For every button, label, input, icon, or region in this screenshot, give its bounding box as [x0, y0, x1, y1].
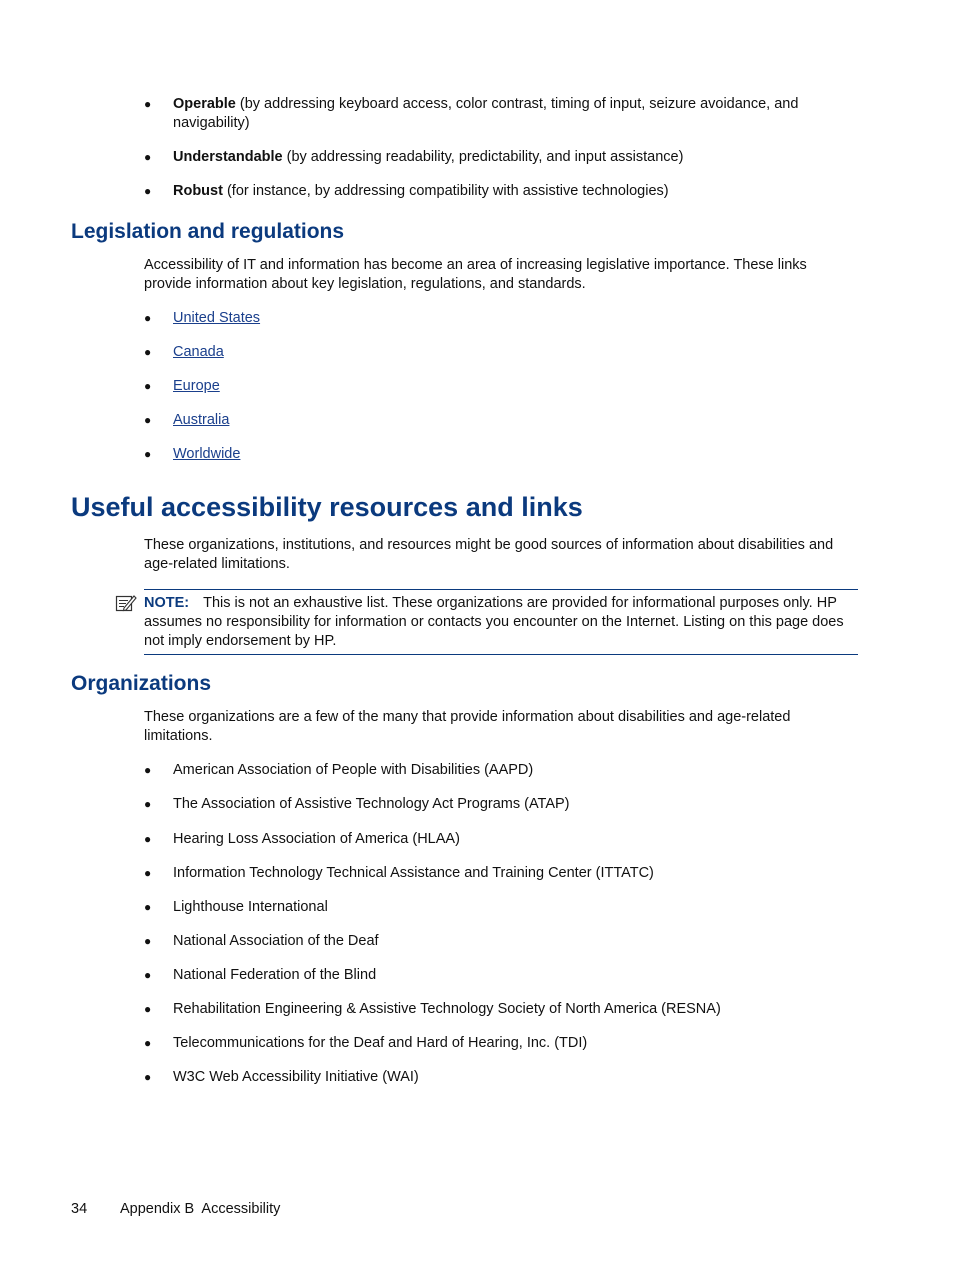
- link-worldwide[interactable]: Worldwide: [173, 446, 241, 462]
- list-item: [173, 95, 833, 133]
- list-item: Rehabilitation Engineering & Assistive Technology Society of North America (RESNA): [173, 1001, 721, 1017]
- bullet-icon: ●: [144, 379, 152, 393]
- note-box: [144, 589, 858, 655]
- link-europe[interactable]: Europe: [173, 378, 220, 394]
- term-description: (for instance, by addressing compatibility with assistive technologies): [222, 183, 669, 199]
- list-item: National Federation of the Blind: [173, 967, 377, 983]
- list-item: [173, 148, 833, 167]
- bullet-icon: ●: [144, 968, 152, 982]
- legislation-heading: Legislation and regulations: [71, 220, 345, 243]
- bullet-icon: ●: [144, 413, 152, 427]
- resources-heading: Useful accessibility resources and links: [71, 492, 583, 522]
- list-item: National Association of the Deaf: [173, 933, 379, 949]
- bullet-icon: ●: [144, 797, 152, 811]
- term: Operable: [173, 96, 236, 112]
- bullet-icon: ●: [144, 447, 152, 461]
- note-icon: [115, 593, 137, 618]
- bullet-icon: ●: [144, 763, 152, 777]
- list-item: Telecommunications for the Deaf and Hard of Hearing, Inc. (TDI): [173, 1035, 588, 1051]
- term: Understandable: [173, 149, 283, 165]
- list-item: Information Technology Technical Assistance and Training Center (ITTATC): [173, 865, 654, 881]
- link-australia[interactable]: Australia: [173, 412, 230, 428]
- bullet-icon: ●: [144, 934, 152, 948]
- bullet-icon: ●: [144, 866, 152, 880]
- bullet-icon: ●: [144, 832, 152, 846]
- bullet-icon: ●: [144, 345, 152, 359]
- bullet-icon: ●: [144, 97, 152, 111]
- bullet-icon: ●: [144, 150, 152, 164]
- list-item: The Association of Assistive Technology Act Programs (ATAP): [173, 796, 570, 812]
- list-item: American Association of People with Disabilities (AAPD): [173, 762, 534, 778]
- bullet-icon: ●: [144, 1070, 152, 1084]
- list-item: Hearing Loss Association of America (HLAA): [173, 831, 460, 847]
- list-item: Lighthouse International: [173, 899, 328, 915]
- term-description: (by addressing readability, predictability, and input assistance): [282, 149, 684, 165]
- organizations-heading: Organizations: [71, 672, 212, 695]
- note-text: [144, 594, 858, 651]
- bullet-icon: ●: [144, 1002, 152, 1016]
- page-number: 34: [71, 1201, 88, 1217]
- footer-section: Appendix B Accessibility: [120, 1201, 281, 1217]
- bullet-icon: ●: [144, 1036, 152, 1050]
- note-label: NOTE:: [144, 595, 190, 611]
- bullet-icon: ●: [144, 311, 152, 325]
- term: Robust: [173, 183, 223, 199]
- legislation-intro: Accessibility of IT and information has become an area of increasing legislative importance. These links provide information about key legislation, regulations, and standards.: [144, 257, 807, 292]
- list-item: [173, 182, 833, 201]
- resources-intro: These organizations, institutions, and resources might be good sources of information about disabilities and age-related limitations.: [144, 537, 834, 572]
- bullet-icon: ●: [144, 184, 152, 198]
- list-item: W3C Web Accessibility Initiative (WAI): [173, 1069, 419, 1085]
- organizations-intro: These organizations are a few of the many that provide information about disabilities and age-related limitations.: [144, 709, 791, 744]
- link-united-states[interactable]: United States: [173, 310, 261, 326]
- note-body: This is not an exhaustive list. These organizations are provided for informational purposes only. HP assumes no responsibility for information or contacts you encounter on the Internet. Listing on this page does not imply endorsement by HP.: [144, 595, 844, 649]
- link-canada[interactable]: Canada: [173, 344, 224, 360]
- term-description: (by addressing keyboard access, color contrast, timing of input, seizure avoidance, and navigability): [173, 96, 799, 131]
- bullet-icon: ●: [144, 900, 152, 914]
